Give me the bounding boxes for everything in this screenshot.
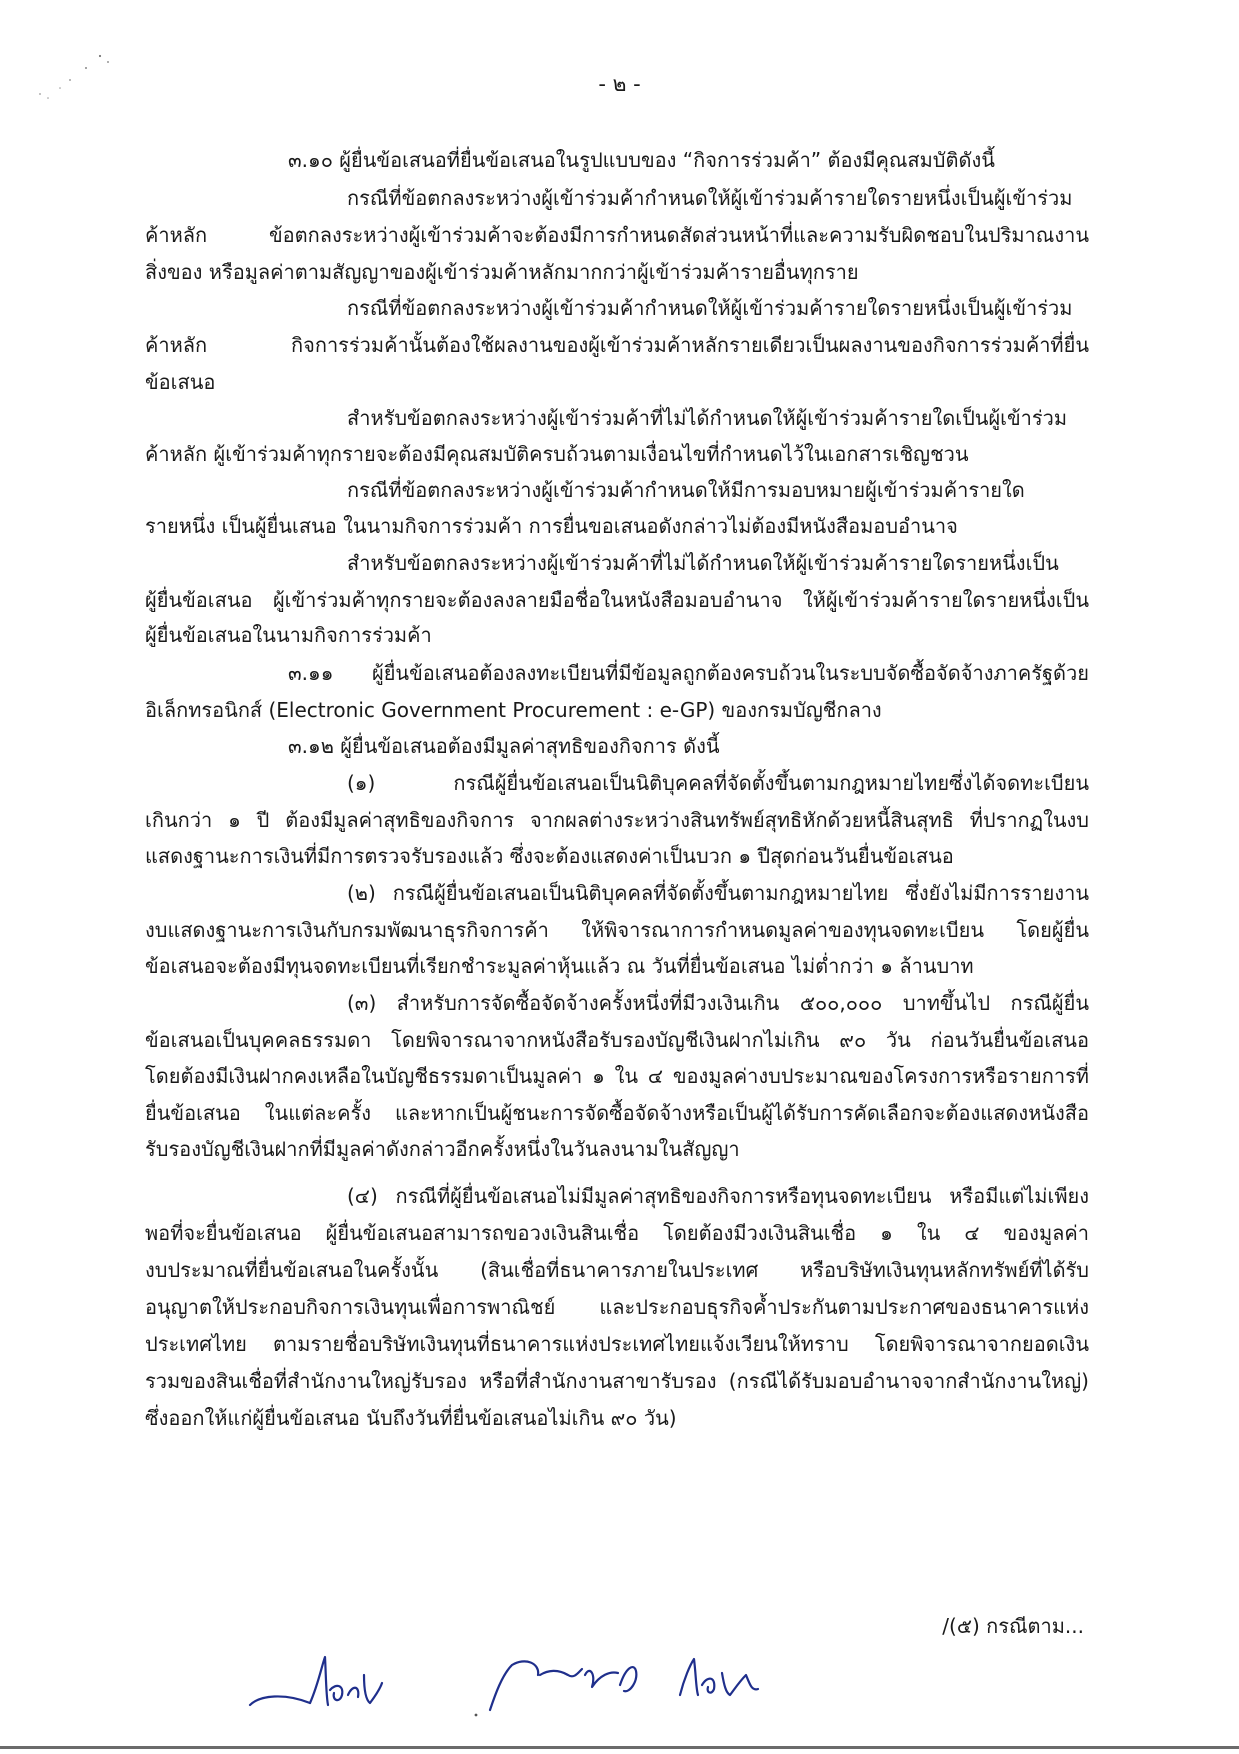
text-line: รับรองบัญชีเงินฝากที่มีมูลค่าดังกล่าวอีกครั้งหนึ่งในวันลงนามในสัญญา: [145, 1137, 740, 1161]
text-line: อนุญาตให้ประกอบกิจการเงินทุนเพื่อการพาณิชย์ และประกอบธุรกิจค้ำประกันตามประกาศของธนาคารแห่ง: [145, 1295, 1089, 1319]
text-line: สำหรับข้อตกลงระหว่างผู้เข้าร่วมค้าที่ไม่ได้กำหนดให้ผู้เข้าร่วมค้ารายใดเป็นผู้เข้าร่วม: [347, 406, 1068, 430]
text-line: (๒) กรณีผู้ยื่นข้อเสนอเป็นนิติบุคคลที่จัดตั้งขึ้นตามกฎหมายไทย ซึ่งยังไม่มีการรายงาน: [347, 881, 1089, 905]
text-line: สำหรับข้อตกลงระหว่างผู้เข้าร่วมค้าที่ไม่ได้กำหนดให้ผู้เข้าร่วมค้ารายใดรายหนึ่งเป็น: [347, 551, 1059, 575]
text-line: แสดงฐานะการเงินที่มีการตรวจรับรองแล้ว ซึ่งจะต้องแสดงค่าเป็นบวก ๑ ปีสุดก่อนวันยื่นข้อเสนอ: [145, 844, 954, 868]
text-line: ๓.๑๑ ผู้ยื่นข้อเสนอต้องลงทะเบียนที่มีข้อมูลถูกต้องครบถ้วนในระบบจัดซื้อจัดจ้างภาครัฐด้วย: [288, 661, 1089, 685]
text-line: ข้อเสนอจะต้องมีทุนจดทะเบียนที่เรียกชำระมูลค่าหุ้นแล้ว ณ วันที่ยื่นข้อเสนอ ไม่ต่ำกว่า ๑ ล้านบาท: [145, 954, 974, 978]
signatures: [240, 1645, 860, 1725]
text-line: (๑) กรณีผู้ยื่นข้อเสนอเป็นนิติบุคคลที่จัดตั้งขึ้นตามกฎหมายไทยซึ่งได้จดทะเบียน: [347, 771, 1089, 795]
scan-bottom-edge: [0, 1746, 1239, 1749]
text-line: ผู้ยื่นข้อเสนอในนามกิจการร่วมค้า: [145, 623, 432, 647]
text-line: ยื่นข้อเสนอ ในแต่ละครั้ง และหากเป็นผู้ชนะการจัดซื้อจัดจ้างหรือเป็นผู้ได้รับการคัดเลือกจะต้องแสดงหนังสือ: [145, 1101, 1089, 1125]
text-line: งบประมาณที่ยื่นข้อเสนอในครั้งนั้น (สินเชื่อที่ธนาคารภายในประเทศ หรือบริษัทเงินทุนหลักทรัพย์ที่ได้รับ: [145, 1258, 1089, 1282]
text-line: ข้อเสนอ: [145, 370, 216, 394]
text-line: ผู้ยื่นข้อเสนอ ผู้เข้าร่วมค้าทุกรายจะต้องลงลายมือชื่อในหนังสือมอบอำนาจ ให้ผู้เข้าร่วมค้ารายใดรายหนึ่งเป็น: [145, 588, 1089, 612]
continuation-note: /(๕) กรณีตาม...: [942, 1614, 1084, 1638]
text-line: กรณีที่ข้อตกลงระหว่างผู้เข้าร่วมค้ากำหนดให้ผู้เข้าร่วมค้ารายใดรายหนึ่งเป็นผู้เข้าร่วม: [347, 186, 1073, 210]
text-line: โดยต้องมีเงินฝากคงเหลือในบัญชีธรรมดาเป็นมูลค่า ๑ ใน ๔ ของมูลค่างบประมาณของโครงการหรือรายการที่: [145, 1064, 1089, 1088]
text-line: (๓) สำหรับการจัดซื้อจัดจ้างครั้งหนึ่งที่มีวงเงินเกิน ๕๐๐,๐๐๐ บาทขึ้นไป กรณีผู้ยื่น: [347, 991, 1089, 1015]
text-line: กรณีที่ข้อตกลงระหว่างผู้เข้าร่วมค้ากำหนดให้ผู้เข้าร่วมค้ารายใดรายหนึ่งเป็นผู้เข้าร่วม: [347, 296, 1073, 320]
page-number: - ๒ -: [598, 72, 641, 96]
text-line: งบแสดงฐานะการเงินกับกรมพัฒนาธุรกิจการค้า ให้พิจารณาการกำหนดมูลค่าของทุนจดทะเบียน โดยผู้ยื่น: [145, 918, 1089, 942]
text-line: ค้าหลัก ผู้เข้าร่วมค้าทุกรายจะต้องมีคุณสมบัติครบถ้วนตามเงื่อนไขที่กำหนดไว้ในเอกสารเชิญชวน: [145, 442, 969, 466]
text-line: ข้อเสนอเป็นบุคคลธรรมดา โดยพิจารณาจากหนังสือรับรองบัญชีเงินฝากไม่เกิน ๙๐ วัน ก่อนวันยื่นข้อเสนอ: [145, 1028, 1089, 1052]
text-line: ๓.๑๐ ผู้ยื่นข้อเสนอที่ยื่นข้อเสนอในรูปแบบของ “กิจการร่วมค้า” ต้องมีคุณสมบัติดังนี้: [288, 148, 995, 172]
text-line: สิ่งของ หรือมูลค่าตามสัญญาของผู้เข้าร่วมค้าหลักมากกว่าผู้เข้าร่วมค้ารายอื่นทุกราย: [145, 260, 859, 284]
text-line: อิเล็กทรอนิกส์ (Electronic Government Procurement : e-GP) ของกรมบัญชีกลาง: [145, 698, 882, 722]
text-line: (๔) กรณีที่ผู้ยื่นข้อเสนอไม่มีมูลค่าสุทธิของกิจการหรือทุนจดทะเบียน หรือมีแต่ไม่เพียง: [347, 1184, 1089, 1208]
text-line: กรณีที่ข้อตกลงระหว่างผู้เข้าร่วมค้ากำหนดให้มีการมอบหมายผู้เข้าร่วมค้ารายใด: [347, 478, 1025, 502]
text-line: ค้าหลัก กิจการร่วมค้านั้นต้องใช้ผลงานของผู้เข้าร่วมค้าหลักรายเดียวเป็นผลงานของกิจการร่วมค้าที่ยื่น: [145, 333, 1089, 357]
text-line: พอที่จะยื่นข้อเสนอ ผู้ยื่นข้อเสนอสามารถขอวงเงินสินเชื่อ โดยต้องมีวงเงินสินเชื่อ ๑ ใน ๔ ของมูลค่า: [145, 1221, 1089, 1245]
text-line: ค้าหลัก ข้อตกลงระหว่างผู้เข้าร่วมค้าจะต้องมีการกำหนดสัดส่วนหน้าที่และความรับผิดชอบในปริมาณงาน: [145, 223, 1089, 247]
text-line: ซึ่งออกให้แก่ผู้ยื่นข้อเสนอ นับถึงวันที่ยื่นข้อเสนอไม่เกิน ๙๐ วัน): [145, 1406, 677, 1430]
text-line: ๓.๑๒ ผู้ยื่นข้อเสนอต้องมีมูลค่าสุทธิของกิจการ ดังนี้: [288, 734, 720, 758]
text-line: เกินกว่า ๑ ปี ต้องมีมูลค่าสุทธิของกิจการ จากผลต่างระหว่างสินทรัพย์สุทธิหักด้วยหนี้สินสุทธิ ที่ปรากฏในงบ: [145, 808, 1089, 832]
text-line: ประเทศไทย ตามรายชื่อบริษัทเงินทุนที่ธนาคารแห่งประเทศไทยแจ้งเวียนให้ทราบ โดยพิจารณาจากยอดเงิน: [145, 1332, 1089, 1356]
text-line: รายหนึ่ง เป็นผู้ยื่นเสนอ ในนามกิจการร่วมค้า การยื่นขอเสนอดังกล่าวไม่ต้องมีหนังสือมอบอำนาจ: [145, 514, 958, 538]
text-line: รวมของสินเชื่อที่สำนักงานใหญ่รับรอง หรือที่สำนักงานสาขารับรอง (กรณีได้รับมอบอำนาจจากสำนักงานใหญ่): [145, 1369, 1089, 1393]
